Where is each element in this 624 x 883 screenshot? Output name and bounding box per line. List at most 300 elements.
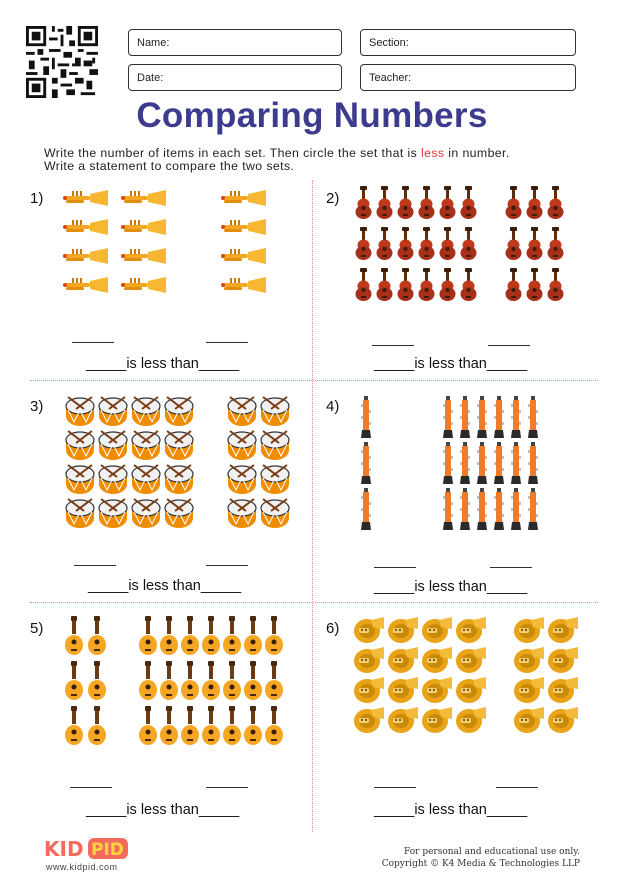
mandolin-icon <box>222 661 242 701</box>
tuba-icon <box>513 677 545 704</box>
section-label: Section: <box>369 37 409 49</box>
guitar-icon <box>375 227 393 261</box>
tuba-icon <box>455 677 487 704</box>
tuba-icon <box>513 707 545 734</box>
guitar-icon <box>525 227 543 261</box>
mandolin-icon <box>222 616 242 656</box>
guitar-icon <box>354 227 372 261</box>
mandolin-icon <box>243 661 263 701</box>
tuba-icon <box>421 617 453 644</box>
mandolin-icon <box>201 706 221 746</box>
comparison-statement[interactable]: _____is less than_____ <box>88 578 242 594</box>
drum-icon <box>226 396 258 428</box>
page-title: Comparing Numbers <box>136 96 488 135</box>
tuba-icon <box>421 707 453 734</box>
clarinet-icon <box>459 442 471 484</box>
drum-icon <box>259 464 291 496</box>
drum-icon <box>97 430 129 462</box>
section-field[interactable] <box>360 29 576 56</box>
tuba-icon <box>353 647 385 674</box>
clarinet-icon <box>442 442 454 484</box>
mandolin-icon <box>87 706 107 746</box>
answer-blank-right[interactable] <box>206 565 248 566</box>
footer-url[interactable]: www.kidpid.com <box>46 862 118 872</box>
clarinet-icon <box>510 488 522 530</box>
mandolin-icon <box>201 661 221 701</box>
mandolin-icon <box>64 661 84 701</box>
instructions <box>44 147 604 173</box>
question-number: 4) <box>326 398 340 415</box>
drum-icon <box>64 396 96 428</box>
comparison-statement[interactable]: _____is less than_____ <box>86 802 240 818</box>
clarinet-icon <box>459 442 471 484</box>
answer-blank-left[interactable] <box>74 565 116 566</box>
trumpet-icon <box>120 190 168 208</box>
clarinet-icon <box>360 488 372 530</box>
qr-code <box>26 26 98 98</box>
drum-icon <box>97 396 129 428</box>
svg-text:PID: PID <box>91 840 124 860</box>
trumpet-icon <box>62 277 110 295</box>
drum-icon <box>130 498 162 530</box>
guitar-icon <box>354 268 372 302</box>
guitar-icon <box>417 186 435 220</box>
answer-blank-right[interactable] <box>488 345 530 346</box>
guitar-icon <box>438 268 456 302</box>
guitar-icon <box>504 268 522 302</box>
tuba-icon <box>421 647 453 674</box>
answer-blank-right[interactable] <box>206 342 248 343</box>
drum-icon <box>130 464 162 496</box>
mandolin-icon <box>87 661 107 701</box>
guitar-icon <box>525 268 543 302</box>
tuba-icon <box>455 617 487 644</box>
guitar-icon <box>546 268 564 302</box>
guitar-icon <box>546 227 564 261</box>
mandolin-icon <box>264 616 284 656</box>
tuba-icon <box>547 617 579 644</box>
date-field[interactable] <box>128 64 342 91</box>
drum-icon <box>64 498 96 530</box>
tuba-icon <box>353 707 385 734</box>
guitar-icon <box>417 227 435 261</box>
svg-text:KID: KID <box>44 837 84 861</box>
clarinet-icon <box>476 442 488 484</box>
tuba-icon <box>353 617 385 644</box>
drum-icon <box>130 396 162 428</box>
trumpet-icon <box>62 190 110 208</box>
guitar-icon <box>375 268 393 302</box>
clarinet-icon <box>442 396 454 438</box>
tuba-icon <box>421 617 453 644</box>
guitar-icon <box>354 186 372 220</box>
clarinet-icon <box>493 488 505 530</box>
drum-icon <box>226 430 258 462</box>
clarinet-icon <box>360 488 372 530</box>
guitar-icon <box>417 186 435 220</box>
clarinet-icon <box>493 396 505 438</box>
mandolin-icon <box>243 616 263 656</box>
mandolin-icon <box>87 661 107 701</box>
tuba-icon <box>387 707 419 734</box>
guitar-icon <box>525 186 543 220</box>
tuba-icon <box>513 707 545 734</box>
drum-icon <box>259 430 291 462</box>
clarinet-icon <box>476 488 488 530</box>
mandolin-icon <box>243 616 263 656</box>
tuba-icon <box>455 647 487 674</box>
guitar-icon <box>354 186 372 220</box>
clarinet-icon <box>527 396 539 438</box>
trumpet-icon <box>120 248 168 266</box>
footer-line-2: Copyright © K4 Media & Technologies LLP <box>381 859 580 869</box>
guitar-icon <box>546 186 564 220</box>
guitar-icon <box>354 268 372 302</box>
comparison-statement[interactable]: _____is less than_____ <box>374 579 528 595</box>
clarinet-icon <box>442 396 454 438</box>
tuba-icon <box>387 647 419 674</box>
mandolin-icon <box>138 661 158 701</box>
answer-blank-right[interactable] <box>490 567 532 568</box>
answer-blank-right[interactable] <box>496 787 538 788</box>
tuba-icon <box>387 617 419 644</box>
date-label: Date: <box>137 72 164 84</box>
mandolin-icon <box>201 616 221 656</box>
drum-icon <box>130 464 162 496</box>
mandolin-icon <box>222 706 242 746</box>
trumpet-icon <box>220 248 268 266</box>
drum-icon <box>64 430 96 462</box>
guitar-icon <box>546 268 564 302</box>
qr-code-icon <box>26 26 98 98</box>
drum-icon <box>226 464 258 496</box>
guitar-icon <box>525 268 543 302</box>
guitar-icon <box>396 186 414 220</box>
drum-icon <box>97 498 129 530</box>
trumpet-icon <box>220 219 268 237</box>
vertical-divider <box>312 180 313 832</box>
answer-blank-left[interactable] <box>372 345 414 346</box>
drum-icon <box>226 498 258 530</box>
mandolin-icon <box>222 616 242 656</box>
guitar-icon <box>396 186 414 220</box>
guitar-icon <box>438 186 456 220</box>
clarinet-icon <box>476 396 488 438</box>
mandolin-icon <box>264 706 284 746</box>
tuba-icon <box>513 647 545 674</box>
trumpet-icon <box>120 248 168 266</box>
mandolin-icon <box>243 661 263 701</box>
guitar-icon <box>438 227 456 261</box>
trumpet-icon <box>120 219 168 237</box>
drum-icon <box>163 430 195 462</box>
mandolin-icon <box>264 661 284 701</box>
tuba-icon <box>547 707 579 734</box>
tuba-icon <box>353 617 385 644</box>
drum-icon <box>163 464 195 496</box>
drum-icon <box>97 464 129 496</box>
mandolin-icon <box>159 706 179 746</box>
tuba-icon <box>353 677 385 704</box>
mandolin-icon <box>64 616 84 656</box>
mandolin-icon <box>180 706 200 746</box>
clarinet-icon <box>476 442 488 484</box>
drum-icon <box>64 396 96 428</box>
instructions-highlight: less <box>420 146 445 160</box>
tuba-icon <box>387 617 419 644</box>
drum-icon <box>259 464 291 496</box>
answer-blank-left[interactable] <box>374 787 416 788</box>
trumpet-icon <box>62 190 110 208</box>
answer-blank-left[interactable] <box>72 342 114 343</box>
teacher-field[interactable] <box>360 64 576 91</box>
answer-blank-left[interactable] <box>70 787 112 788</box>
tuba-icon <box>387 677 419 704</box>
trumpet-icon <box>62 219 110 237</box>
tuba-icon <box>513 617 545 644</box>
clarinet-icon <box>493 442 505 484</box>
mandolin-icon <box>243 706 263 746</box>
horizontal-divider-2 <box>30 602 598 603</box>
mandolin-icon <box>138 616 158 656</box>
name-field[interactable] <box>128 29 342 56</box>
clarinet-icon <box>527 488 539 530</box>
drum-icon <box>259 396 291 428</box>
answer-blank-left[interactable] <box>374 567 416 568</box>
guitar-icon <box>375 186 393 220</box>
horizontal-divider-1 <box>30 380 598 381</box>
clarinet-icon <box>459 488 471 530</box>
mandolin-icon <box>87 706 107 746</box>
guitar-icon <box>504 186 522 220</box>
instructions-line-2: Write a statement to compare the two sets. <box>44 159 295 173</box>
clarinet-icon <box>493 442 505 484</box>
clarinet-icon <box>510 442 522 484</box>
mandolin-icon <box>87 616 107 656</box>
drum-icon <box>64 430 96 462</box>
mandolin-icon <box>64 661 84 701</box>
comparison-statement[interactable]: _____is less than_____ <box>374 356 528 372</box>
guitar-icon <box>396 227 414 261</box>
guitar-icon <box>396 268 414 302</box>
tuba-icon <box>455 617 487 644</box>
mandolin-icon <box>264 616 284 656</box>
drum-icon <box>226 498 258 530</box>
mandolin-icon <box>64 616 84 656</box>
guitar-icon <box>504 186 522 220</box>
drum-icon <box>97 396 129 428</box>
mandolin-icon <box>138 706 158 746</box>
tuba-icon <box>421 677 453 704</box>
clarinet-icon <box>510 442 522 484</box>
kidpid-logo <box>44 835 130 861</box>
mandolin-icon <box>159 616 179 656</box>
drum-icon <box>226 464 258 496</box>
answer-blank-right[interactable] <box>206 787 248 788</box>
trumpet-icon <box>120 190 168 208</box>
guitar-icon <box>438 268 456 302</box>
drum-icon <box>130 430 162 462</box>
trumpet-icon <box>120 219 168 237</box>
guitar-icon <box>525 227 543 261</box>
mandolin-icon <box>201 706 221 746</box>
tuba-icon <box>387 707 419 734</box>
guitar-icon <box>438 227 456 261</box>
clarinet-icon <box>360 396 372 438</box>
tuba-icon <box>387 647 419 674</box>
tuba-icon <box>547 617 579 644</box>
question-number: 6) <box>326 620 340 637</box>
drum-icon <box>259 430 291 462</box>
guitar-icon <box>375 227 393 261</box>
drum-icon <box>97 498 129 530</box>
tuba-icon <box>547 647 579 674</box>
trumpet-icon <box>62 248 110 266</box>
tuba-icon <box>353 677 385 704</box>
clarinet-icon <box>510 396 522 438</box>
guitar-icon <box>459 268 477 302</box>
mandolin-icon <box>159 661 179 701</box>
question-number: 1) <box>30 190 44 207</box>
trumpet-icon <box>120 277 168 295</box>
mandolin-icon <box>222 706 242 746</box>
tuba-icon <box>547 677 579 704</box>
drum-icon <box>226 430 258 462</box>
guitar-icon <box>375 268 393 302</box>
drum-icon <box>64 464 96 496</box>
footer-line-1: For personal and educational use only. <box>404 847 580 857</box>
tuba-icon <box>421 677 453 704</box>
guitar-icon <box>354 227 372 261</box>
guitar-icon <box>375 186 393 220</box>
guitar-icon <box>525 186 543 220</box>
trumpet-icon <box>62 219 110 237</box>
mandolin-icon <box>159 706 179 746</box>
clarinet-icon <box>360 442 372 484</box>
trumpet-icon <box>62 277 110 295</box>
clarinet-icon <box>527 442 539 484</box>
clarinet-icon <box>459 488 471 530</box>
clarinet-icon <box>459 396 471 438</box>
drum-icon <box>130 430 162 462</box>
mandolin-icon <box>264 661 284 701</box>
clarinet-icon <box>476 488 488 530</box>
question-number: 3) <box>30 398 44 415</box>
tuba-icon <box>455 647 487 674</box>
drum-icon <box>259 498 291 530</box>
mandolin-icon <box>159 661 179 701</box>
tuba-icon <box>547 707 579 734</box>
trumpet-icon <box>62 248 110 266</box>
clarinet-icon <box>510 396 522 438</box>
trumpet-icon <box>220 190 268 208</box>
clarinet-icon <box>442 442 454 484</box>
drum-icon <box>259 498 291 530</box>
mandolin-icon <box>180 661 200 701</box>
clarinet-icon <box>360 442 372 484</box>
comparison-statement[interactable]: _____is less than_____ <box>374 802 528 818</box>
tuba-icon <box>513 677 545 704</box>
guitar-icon <box>396 268 414 302</box>
mandolin-icon <box>180 706 200 746</box>
mandolin-icon <box>138 616 158 656</box>
tuba-icon <box>547 677 579 704</box>
guitar-icon <box>459 186 477 220</box>
drum-icon <box>163 396 195 428</box>
tuba-icon <box>455 677 487 704</box>
mandolin-icon <box>87 616 107 656</box>
drum-icon <box>97 464 129 496</box>
guitar-icon <box>459 227 477 261</box>
tuba-icon <box>387 677 419 704</box>
mandolin-icon <box>138 661 158 701</box>
mandolin-icon <box>159 616 179 656</box>
mandolin-icon <box>180 616 200 656</box>
trumpet-icon <box>120 277 168 295</box>
trumpet-icon <box>220 219 268 237</box>
clarinet-icon <box>527 442 539 484</box>
tuba-icon <box>455 707 487 734</box>
drum-icon <box>130 396 162 428</box>
tuba-icon <box>421 647 453 674</box>
mandolin-icon <box>180 661 200 701</box>
tuba-icon <box>353 647 385 674</box>
drum-icon <box>64 498 96 530</box>
mandolin-icon <box>201 616 221 656</box>
mandolin-icon <box>201 661 221 701</box>
guitar-icon <box>438 186 456 220</box>
question-number: 5) <box>30 620 44 637</box>
guitar-icon <box>417 268 435 302</box>
guitar-icon <box>504 268 522 302</box>
guitar-icon <box>546 186 564 220</box>
tuba-icon <box>353 707 385 734</box>
clarinet-icon <box>493 488 505 530</box>
tuba-icon <box>513 617 545 644</box>
mandolin-icon <box>264 706 284 746</box>
mandolin-icon <box>222 661 242 701</box>
guitar-icon <box>546 227 564 261</box>
clarinet-icon <box>527 396 539 438</box>
drum-icon <box>163 498 195 530</box>
guitar-icon <box>417 227 435 261</box>
drum-icon <box>163 430 195 462</box>
trumpet-icon <box>220 277 268 295</box>
instructions-text-end: in number. <box>444 146 510 160</box>
footer-copyright <box>382 846 580 870</box>
question-number: 2) <box>326 190 340 207</box>
guitar-icon <box>459 227 477 261</box>
guitar-icon <box>459 268 477 302</box>
trumpet-icon <box>220 248 268 266</box>
drum-icon <box>163 464 195 496</box>
guitar-icon <box>396 227 414 261</box>
tuba-icon <box>547 647 579 674</box>
clarinet-icon <box>510 488 522 530</box>
guitar-icon <box>417 268 435 302</box>
drum-icon <box>163 396 195 428</box>
tuba-icon <box>513 647 545 674</box>
guitar-icon <box>504 227 522 261</box>
drum-icon <box>226 396 258 428</box>
mandolin-icon <box>180 616 200 656</box>
clarinet-icon <box>476 396 488 438</box>
drum-icon <box>64 464 96 496</box>
comparison-statement[interactable]: _____is less than_____ <box>86 356 240 372</box>
clarinet-icon <box>442 488 454 530</box>
guitar-icon <box>459 186 477 220</box>
teacher-label: Teacher: <box>369 72 412 84</box>
